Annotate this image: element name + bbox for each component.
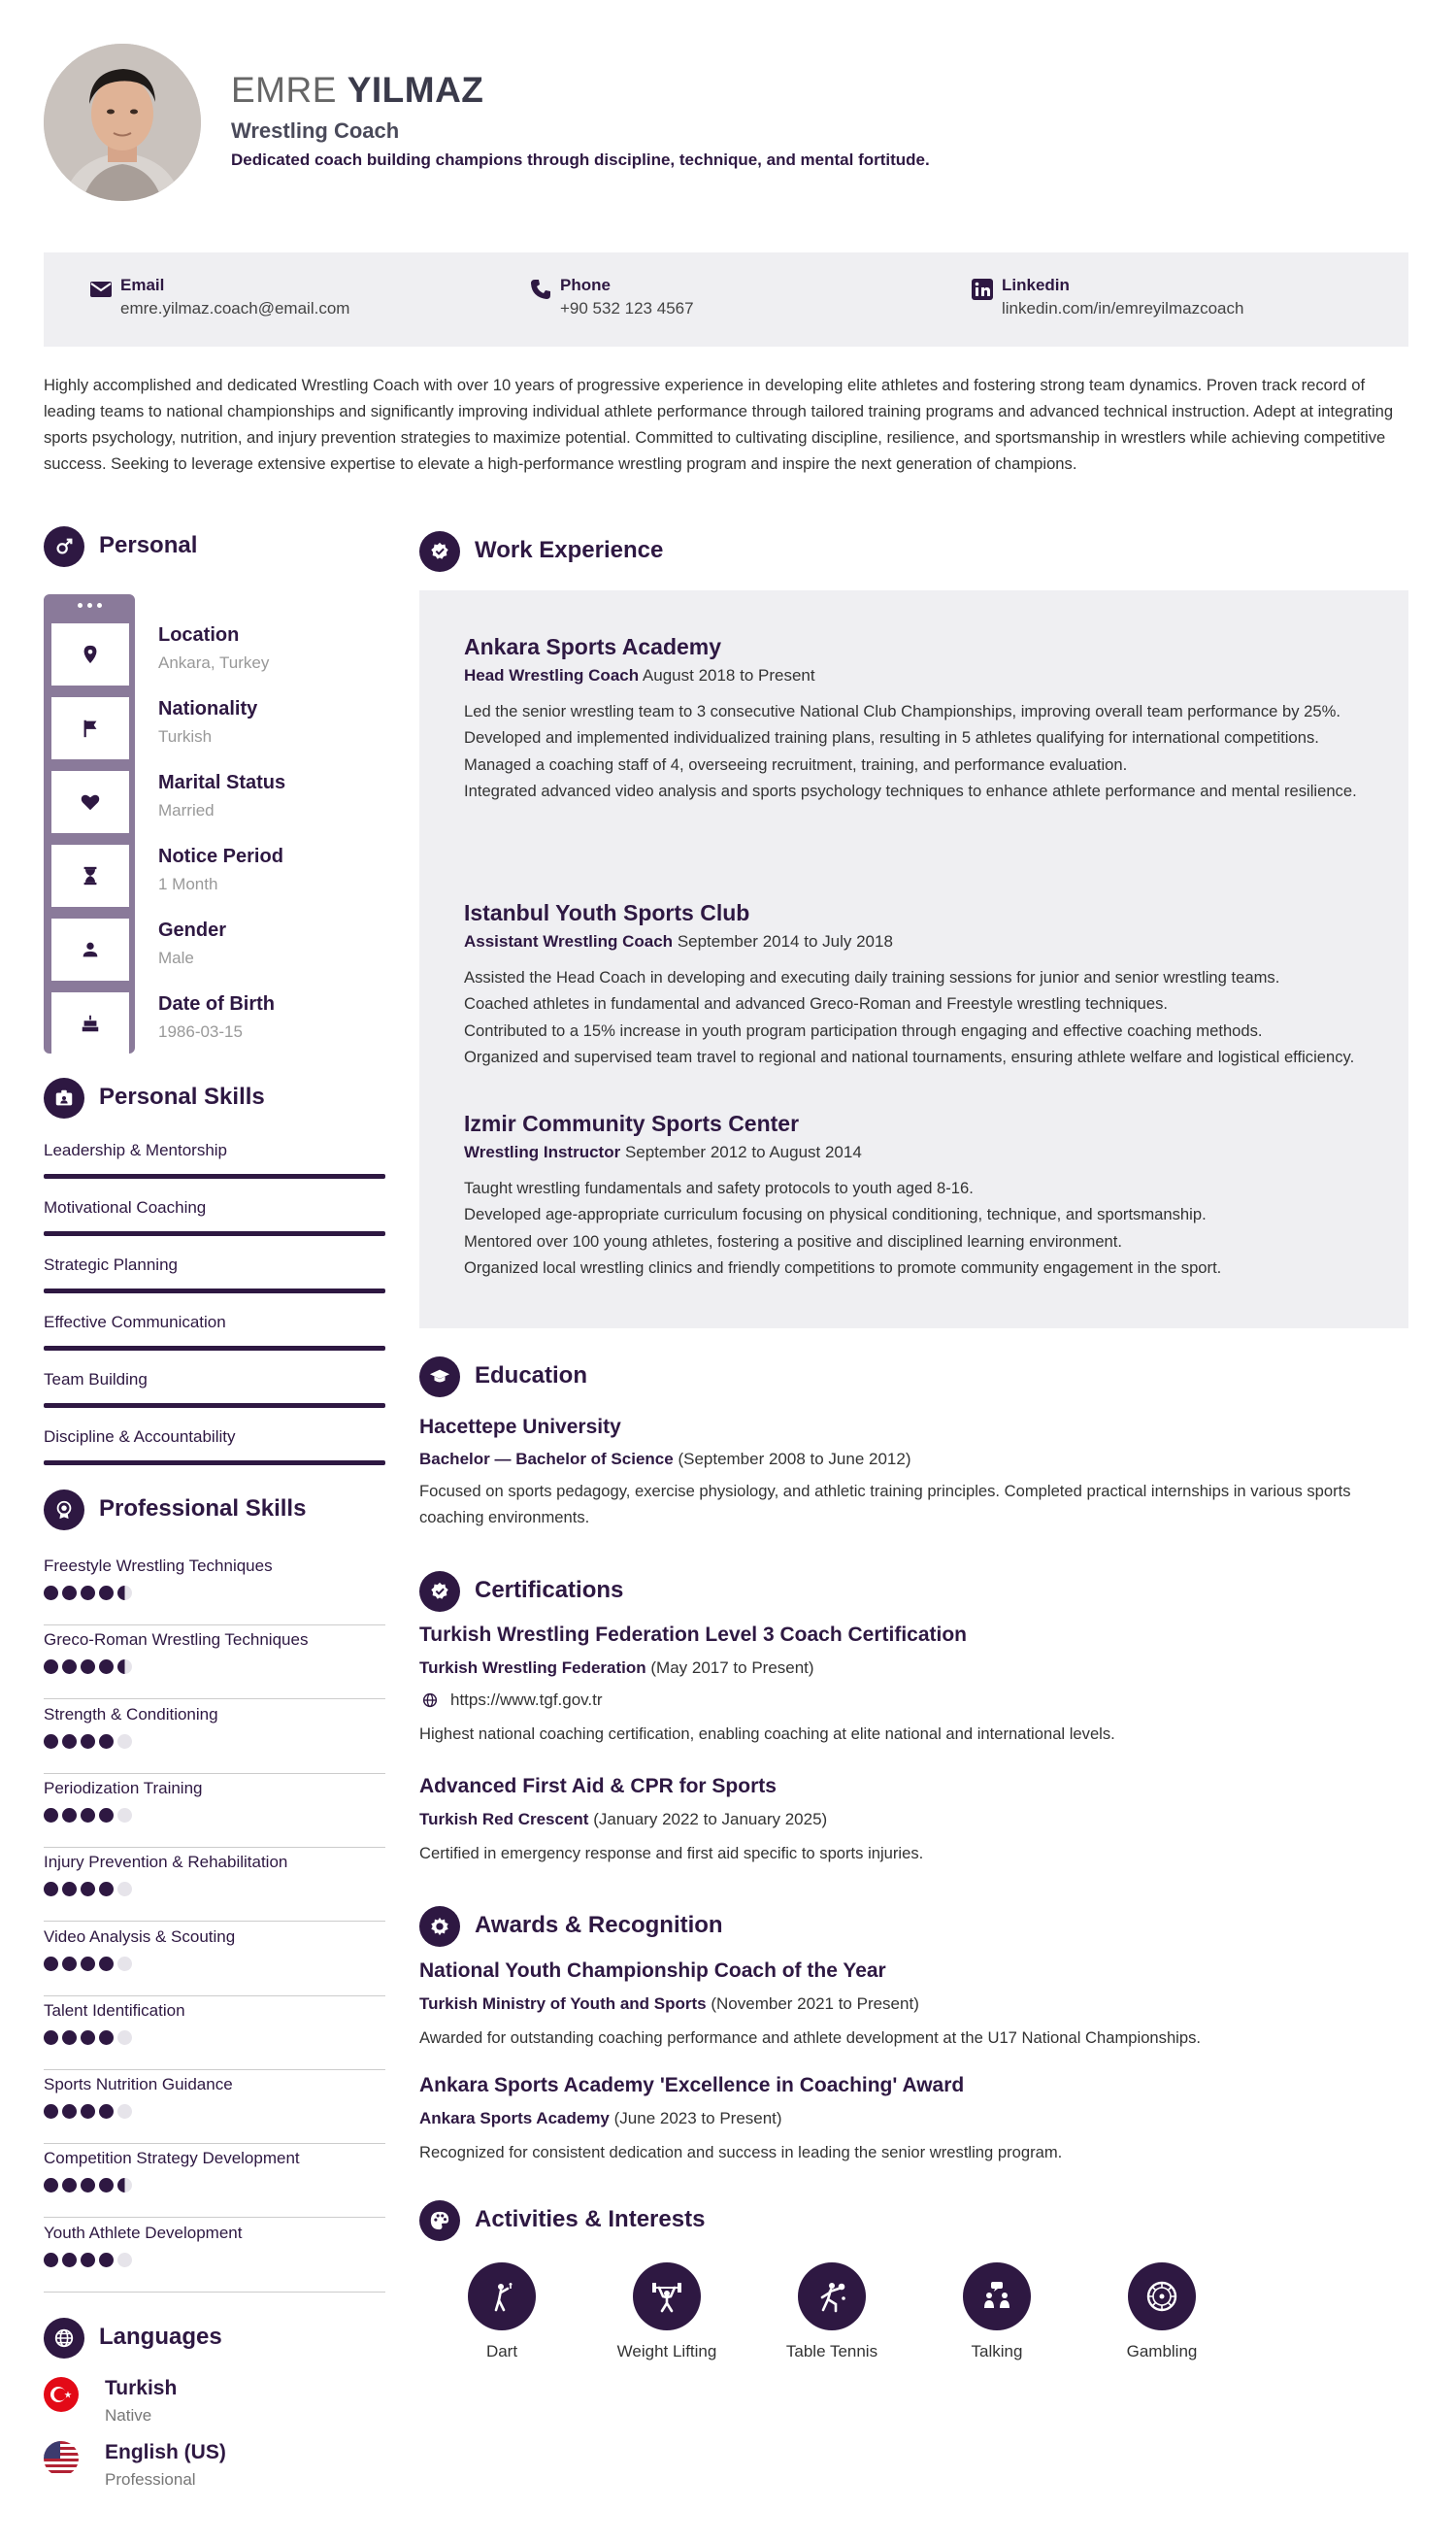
award-entry [419,1959,1408,2051]
profile-photo [44,44,201,201]
professional-skill-item [44,1853,385,1872]
personal-label: Nationality [158,698,258,720]
education-entry [419,1416,1408,1531]
flag-icon [51,697,129,759]
degree-line [419,1450,1408,1469]
roulette-icon [1128,2262,1196,2330]
gender-icon [44,526,84,567]
certification-description: Highest national coaching certification, enabling coaching at elite national and international levels. [419,1724,1115,1743]
professional-skill-item [44,1927,385,1947]
candidate-name [231,70,483,111]
role-line [464,666,1367,686]
cake-icon [51,992,129,1054]
rating-dot [44,1586,58,1600]
phone-icon [529,278,552,301]
skill-name: Video Analysis & Scouting [44,1927,236,1946]
work-bullet: Mentored over 100 young athletes, fostering a positive and disciplined learning environment. [464,1231,1122,1251]
section-title: Personal [99,532,198,558]
personal-card [44,594,135,1054]
contact-label: Linkedin [1002,276,1070,294]
phone-value[interactable]: +90 532 123 4567 [560,299,694,318]
activity-item [1094,2262,1230,2361]
award-description: Recognized for consistent dedication and success in leading the senior wrestling program. [419,2143,1063,2161]
skill-divider [44,2069,385,2070]
language-item [105,2377,177,2426]
skill-name: Team Building [44,1370,148,1389]
contact-label: Email [120,276,165,294]
verified-badge-icon [419,531,460,572]
personal-notice-period [158,846,283,894]
job-title: Wrestling Coach [231,118,400,143]
skill-name: Discipline & Accountability [44,1427,236,1446]
personal-label: Date of Birth [158,993,275,1015]
degree: Bachelor — Bachelor of Science [419,1450,674,1468]
first-name: EMRE [231,70,337,110]
personal-label: Gender [158,920,227,941]
section-title: Professional Skills [99,1495,307,1522]
rating-dot [44,1882,58,1896]
work-bullets [464,964,1367,1070]
skill-name: Motivational Coaching [44,1198,207,1217]
rating-dot [81,1808,95,1823]
skill-name: Talent Identification [44,2001,185,2020]
skill-bar [44,1174,385,1179]
professional-skill-item [44,2149,385,2168]
last-name: YILMAZ [347,70,484,110]
rating-dot [44,1659,58,1674]
rating-dot [99,1957,114,1971]
personal-marital-status [158,772,285,820]
language-level: Professional [105,2470,196,2489]
tagline: Dedicated coach building champions through discipline, technique, and mental fortitude. [231,151,930,169]
rating-dot [81,1734,95,1749]
email-value[interactable]: emre.yilmaz.coach@email.com [120,299,350,318]
work-bullet: Developed age-appropriate curriculum focusing on physical conditioning, technique, and sportsmanship. [464,1205,1207,1224]
rating-dot [99,1734,114,1749]
language-name: English (US) [105,2441,226,2463]
activity-name: Gambling [1126,2342,1198,2360]
skill-name: Strategic Planning [44,1255,178,1274]
personal-gender [158,920,226,968]
person-icon [51,919,129,981]
issuer: Turkish Red Crescent [419,1810,589,1828]
rating-dot [117,1659,132,1674]
globe-icon [422,1692,438,1708]
section-title: Work Experience [475,537,664,563]
rating-dot [81,1882,95,1896]
rating-dot [117,2253,132,2267]
rating-dot [99,1808,114,1823]
activity-name: Table Tennis [785,2342,878,2360]
rating-dot [81,2253,95,2267]
work-bullet: Contributed to a 15% increase in youth program participation through engaging and effective coaching methods. [464,1021,1263,1040]
map-pin-icon [51,623,129,686]
envelope-icon [89,278,113,301]
skill-name: Youth Athlete Development [44,2224,243,2242]
rating-dot [44,2104,58,2119]
hourglass-icon [51,845,129,907]
activity-item [929,2262,1065,2361]
role-title: Assistant Wrestling Coach [464,932,674,951]
work-bullet: Assisted the Head Coach in developing and executing daily training sessions for junior and senior wrestling teams. [464,968,1280,987]
rating-dot [81,2178,95,2193]
award-dates: (November 2021 to Present) [711,1994,919,2013]
rating-dot [62,2104,77,2119]
skill-divider [44,1995,385,1996]
professional-skill-item [44,1630,385,1650]
skill-divider [44,1847,385,1848]
personal-skill-item [44,1198,385,1218]
issuer-line [419,1810,1408,1829]
rating-dot [117,1734,132,1749]
rating-dot [62,1808,77,1823]
activity-name: Dart [485,2342,518,2360]
contact-bar [44,252,1408,347]
role-line [464,1143,1367,1162]
professional-skill-item [44,1779,385,1798]
skill-bar [44,1460,385,1465]
skill-divider [44,1698,385,1699]
role-dates: September 2012 to August 2014 [624,1143,862,1161]
rating-dot [99,2253,114,2267]
personal-label: Notice Period [158,846,283,867]
personal-skill-item [44,1313,385,1332]
turkey-flag-icon [44,2377,79,2412]
activity-item [764,2262,900,2361]
professional-skill-item [44,2001,385,2021]
award-dates: (June 2023 to Present) [613,2109,782,2127]
rating-dot [99,1882,114,1896]
summary-text: Highly accomplished and dedicated Wrestling Coach with over 10 years of progressive experience in developing elite athletes and fostering strong team dynamics. Proven track record of leading teams to national championships and significantly improving individual athlete performance through tailored training programs and advanced technical instruction. Adept at integrating sports psychology, nutrition, and injury prevention strategies to maximize potential. Committed to cultivating discipline, resilience, and sportsmanship in wrestlers while achieving competitive success. Seeking to leverage extensive expertise to elevate a high-performance wrestling program and inspire the next generation of champions. [44,376,1394,473]
skill-bar [44,1231,385,1236]
personal-value: Ankara, Turkey [158,653,270,672]
professional-skill-item [44,2075,385,2094]
award-description: Awarded for outstanding coaching performance and athlete development at the U17 National Championships. [419,2028,1201,2047]
award-entry [419,2074,1408,2165]
skill-name: Competition Strategy Development [44,2149,300,2167]
personal-skill-item [44,1255,385,1275]
award-ribbon-icon [44,1490,84,1530]
certification-url[interactable]: https://www.tgf.gov.tr [450,1690,603,1709]
personal-date-of-birth [158,993,275,1042]
rating-dot [117,1957,132,1971]
skill-name: Periodization Training [44,1779,203,1797]
palette-icon [419,2200,460,2241]
issuer: Turkish Ministry of Youth and Sports [419,1994,707,2013]
professional-skill-item [44,2224,385,2243]
rating-dot [81,1957,95,1971]
rating-dot [117,2030,132,2045]
rating-dot [62,1659,77,1674]
certificate-seal-icon [419,1571,460,1612]
language-name: Turkish [105,2377,178,2399]
personal-location [158,624,269,673]
rating-dot [62,1586,77,1600]
personal-value: Turkish [158,727,213,746]
school-name: Hacettepe University [419,1416,621,1438]
rating-dot [99,2104,114,2119]
rating-dot [44,2253,58,2267]
skill-divider [44,1624,385,1625]
skill-divider [44,2217,385,2218]
skill-name: Leadership & Mentorship [44,1141,228,1159]
skill-bar [44,1346,385,1351]
rating-dot [99,1659,114,1674]
skill-divider [44,1773,385,1774]
role-line [464,932,1367,952]
section-title: Certifications [475,1577,624,1603]
table-tennis-icon [798,2262,866,2330]
activity-name: Talking [971,2342,1023,2360]
personal-skill-item [44,1141,385,1160]
rating-dot [81,1659,95,1674]
rating-dot [44,1808,58,1823]
rating-dot [62,2030,77,2045]
activity-name: Weight Lifting [616,2342,717,2360]
section-title: Personal Skills [99,1084,265,1110]
card-dots [46,596,133,614]
activity-item [434,2262,570,2361]
section-title: Awards & Recognition [475,1912,723,1938]
personal-value: 1 Month [158,875,218,893]
skill-name: Greco-Roman Wrestling Techniques [44,1630,309,1649]
activity-item [599,2262,735,2361]
company-name: Izmir Community Sports Center [464,1111,800,1136]
certification-description: Certified in emergency response and first aid specific to sports injuries. [419,1844,924,1862]
rating-dot [117,2104,132,2119]
work-bullet: Coached athletes in fundamental and advanced Greco-Roman and Freestyle wrestling techniques. [464,994,1169,1014]
linkedin-icon [971,278,994,301]
personal-nationality [158,698,257,747]
company-name: Istanbul Youth Sports Club [464,900,750,925]
issuer-line [419,2109,1408,2128]
skill-divider [44,2143,385,2144]
skill-name: Effective Communication [44,1313,226,1331]
skill-name: Freestyle Wrestling Techniques [44,1557,273,1575]
rating-dot [117,1808,132,1823]
gear-award-icon [419,1906,460,1947]
certification-dates: (January 2022 to January 2025) [593,1810,828,1828]
contact-label: Phone [560,276,611,294]
rating-dot [62,1957,77,1971]
rating-dot [62,2178,77,2193]
skill-bar [44,1289,385,1293]
section-title: Education [475,1362,588,1389]
skill-name: Injury Prevention & Rehabilitation [44,1853,288,1871]
certification-dates: (May 2017 to Present) [650,1658,814,1677]
rating-dot [99,2178,114,2193]
section-title: Activities & Interests [475,2206,706,2232]
issuer: Ankara Sports Academy [419,2109,610,2127]
rating-dot [99,2030,114,2045]
rating-dot [62,2253,77,2267]
personal-value: 1986-03-15 [158,1022,243,1041]
certification-entry [419,1775,1408,1866]
usa-flag-icon [44,2441,79,2476]
heart-icon [51,771,129,833]
globe-icon [44,2318,84,2359]
work-entry [464,1111,1367,1281]
rating-dot [44,1734,58,1749]
work-bullet: Taught wrestling fundamentals and safety protocols to youth aged 8-16. [464,1179,974,1197]
issuer: Turkish Wrestling Federation [419,1658,646,1677]
id-badge-icon [44,1078,84,1119]
work-bullets [464,698,1367,804]
rating-dot [62,1882,77,1896]
personal-label: Marital Status [158,772,286,793]
award-title: Ankara Sports Academy 'Excellence in Coaching' Award [419,2074,965,2096]
personal-value: Married [158,801,215,820]
work-bullet: Developed and implemented individualized training plans, resulting in 5 athletes qualifying for international competitions. [464,728,1319,748]
avatar [44,44,201,201]
certification-title: Turkish Wrestling Federation Level 3 Coach Certification [419,1623,968,1646]
personal-skill-item [44,1427,385,1447]
skill-name: Sports Nutrition Guidance [44,2075,233,2093]
work-bullet: Organized local wrestling clinics and friendly competitions to promote community engagement in the sport. [464,1257,1222,1277]
personal-label: Location [158,624,240,646]
role-dates: September 2014 to July 2018 [677,932,893,951]
personal-value: Male [158,949,194,967]
certification-entry [419,1623,1408,1747]
rating-dot [44,1957,58,1971]
skill-name: Strength & Conditioning [44,1705,218,1724]
rating-dot [99,1586,114,1600]
rating-dot [81,2030,95,2045]
degree-dates: (September 2008 to June 2012) [678,1450,911,1468]
issuer-line [419,1658,1408,1678]
professional-skill-item [44,1557,385,1576]
graduation-cap-icon [419,1356,460,1397]
rating-dot [117,2178,132,2193]
work-entry [464,634,1367,804]
rating-dot [117,1586,132,1600]
weight-lifting-icon [633,2262,701,2330]
certification-title: Advanced First Aid & CPR for Sports [419,1775,777,1797]
work-bullets [464,1175,1367,1281]
language-item [105,2441,226,2490]
rating-dot [44,2178,58,2193]
rating-dot [81,1586,95,1600]
skill-divider [44,2292,385,2293]
work-bullet: Integrated advanced video analysis and sports psychology techniques to enhance athlete performance and mental resilience. [464,781,1357,800]
education-description: Focused on sports pedagogy, exercise physiology, and athletic training principles. Completed practical internships in various sports coaching environments. [419,1482,1351,1527]
rating-dot [81,2104,95,2119]
dart-icon [468,2262,536,2330]
personal-skill-item [44,1370,385,1389]
role-dates: August 2018 to Present [642,666,815,685]
work-bullet: Organized and supervised team travel to regional and national tournaments, ensuring athlete welfare and logistical efficiency. [464,1047,1355,1066]
role-title: Wrestling Instructor [464,1143,621,1161]
work-bullet: Managed a coaching staff of 4, overseeing recruitment, training, and performance evaluation. [464,754,1128,774]
certification-link[interactable] [419,1690,1408,1710]
language-level: Native [105,2406,152,2425]
professional-skill-item [44,1705,385,1724]
section-title: Languages [99,2324,222,2350]
issuer-line [419,1994,1408,2014]
rating-dot [62,1734,77,1749]
award-title: National Youth Championship Coach of the Year [419,1959,886,1982]
rating-dot [117,1882,132,1896]
company-name: Ankara Sports Academy [464,634,722,659]
talking-icon [963,2262,1031,2330]
rating-dot [44,2030,58,2045]
role-title: Head Wrestling Coach [464,666,640,685]
skill-bar [44,1403,385,1408]
work-bullet: Led the senior wrestling team to 3 consecutive National Club Championships, improving overall team performance by 25%. [464,702,1340,720]
work-entry [464,900,1367,1070]
linkedin-value[interactable]: linkedin.com/in/emreyilmazcoach [1002,299,1244,318]
skill-divider [44,1921,385,1922]
